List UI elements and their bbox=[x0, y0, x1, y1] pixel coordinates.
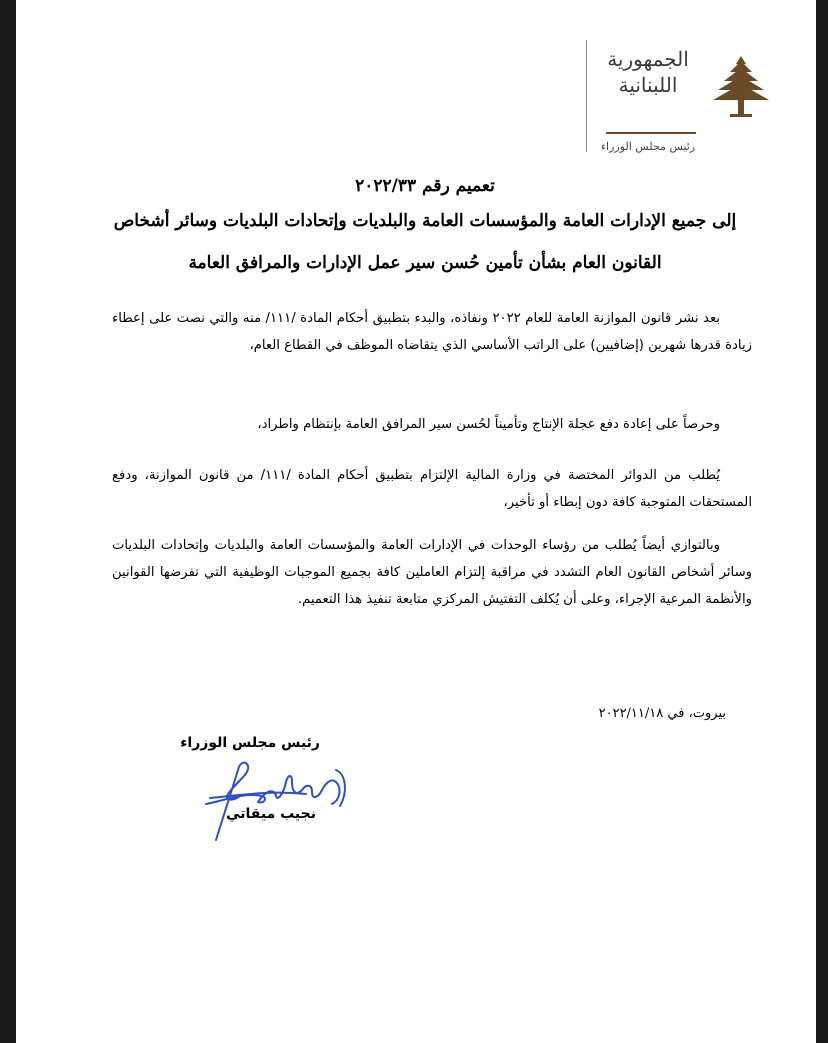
document-page bbox=[16, 0, 816, 1043]
letterhead-divider bbox=[586, 40, 587, 152]
circular-number: تعميم رقم ٢٠٢٢/٣٣ bbox=[355, 176, 495, 196]
cedar-icon bbox=[710, 54, 772, 120]
office-name: رئيس مجلس الوزراء bbox=[600, 140, 696, 153]
paragraph-4: وبالتوازي أيضاً يُطلب من رؤساء الوحدات في الإدارات العامة والمؤسسات العامة والبلديات وإتحادات البلديات وسائر أشخاص القانون العام التشدد في مراقبة إلتزام العاملين كافة بجميع الموجبات الوظيفية التي تفرضها القوانين والأنظمة المرعية الإجراء، وعلى أن يُكلف التفتيش المركزي متابعة تنفيذ هذا التعميم. bbox=[112, 538, 752, 607]
paragraph-1: بعد نشر قانون الموازنة العامة للعام ٢٠٢٢ ونفاذه، والبدء بتطبيق أحكام المادة /١١١/ منه والتي نصت على إعطاء زيادة قدرها شهرين (إضافيين) على الراتب الأساسي الذي يتقاضاه الموظف في القطاع العام، bbox=[112, 311, 752, 353]
recipients-line-2: القانون العام بشأن تأمين حُسن سير عمل الإدارات والمرافق العامة bbox=[188, 253, 662, 273]
republic-name: الجمهورية اللبنانية bbox=[607, 47, 689, 97]
paragraph-3: يُطلب من الدوائر المختصة في وزارة المالية الإلتزام بتطبيق أحكام المادة /١١١/ من قانون الموازنة، ودفع المستحقات المتوجبة كافة دون إبطاء أو تأخير، bbox=[112, 468, 752, 510]
place-date: بيروت، في ٢٠٢٢/١١/١٨ bbox=[598, 706, 726, 721]
signatory-title: رئيس مجلس الوزراء bbox=[180, 735, 320, 751]
letterhead bbox=[582, 40, 802, 160]
letterhead-rule bbox=[606, 132, 696, 134]
signatory-name: نجيب ميقاتي bbox=[226, 806, 316, 822]
paragraph-2: وحرصاً على إعادة دفع عجلة الإنتاج وتأميناً لحُسن سير المرافق العامة بإنتظام واطراد، bbox=[257, 417, 720, 432]
recipients-line-1: إلى جميع الإدارات العامة والمؤسسات العامة والبلديات وإتحادات البلديات وسائر أشخاص bbox=[113, 211, 737, 231]
signature bbox=[176, 752, 356, 842]
